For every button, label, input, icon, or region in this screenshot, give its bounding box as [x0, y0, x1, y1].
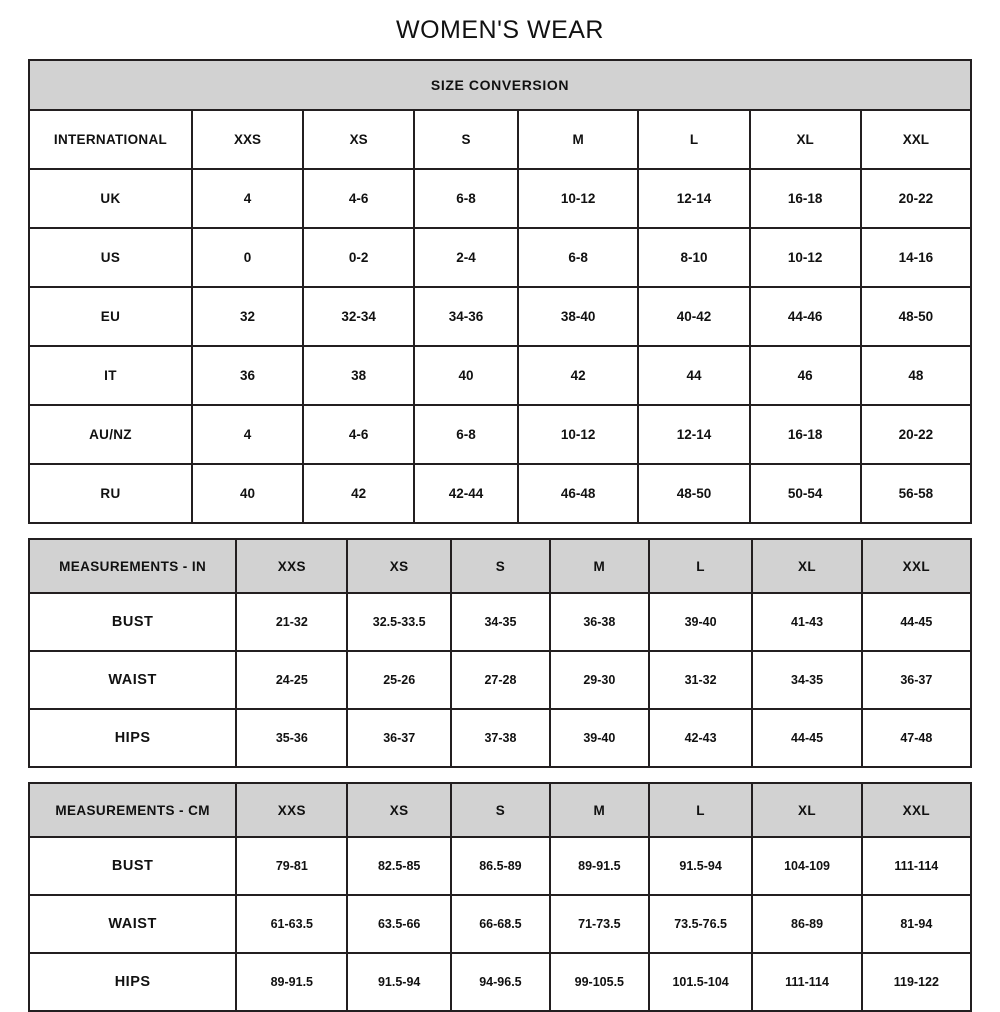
measurements-in-header-row: [29, 539, 971, 593]
cell: 71-73.5: [550, 895, 649, 953]
header-cell-international: INTERNATIONAL: [29, 110, 192, 169]
header-cell-m: M: [550, 539, 649, 593]
size-conversion-header-row: [29, 110, 971, 169]
cell: 91.5-94: [649, 837, 753, 895]
table-row: [29, 895, 971, 953]
header-cell-xxl: XXL: [862, 539, 971, 593]
cell: 32: [192, 287, 303, 346]
cell: 66-68.5: [451, 895, 550, 953]
cell: 46-48: [518, 464, 639, 523]
cell: 34-35: [752, 651, 861, 709]
table-row: [29, 464, 971, 523]
cell: 44-46: [750, 287, 861, 346]
cell: 12-14: [638, 169, 749, 228]
row-label: RU: [29, 464, 192, 523]
header-cell-l: L: [638, 110, 749, 169]
row-label: WAIST: [29, 895, 236, 953]
cell: 99-105.5: [550, 953, 649, 1011]
row-label: EU: [29, 287, 192, 346]
size-conversion-table: [28, 59, 972, 524]
cell: 6-8: [414, 405, 518, 464]
cell: 16-18: [750, 405, 861, 464]
header-cell-xs: XS: [347, 539, 451, 593]
cell: 32.5-33.5: [347, 593, 451, 651]
cell: 4-6: [303, 169, 414, 228]
cell: 89-91.5: [236, 953, 347, 1011]
header-cell-measurements-cm: MEASUREMENTS - CM: [29, 783, 236, 837]
cell: 81-94: [862, 895, 971, 953]
header-cell-m: M: [550, 783, 649, 837]
cell: 38: [303, 346, 414, 405]
header-cell-xl: XL: [752, 539, 861, 593]
cell: 34-36: [414, 287, 518, 346]
cell: 48-50: [861, 287, 971, 346]
cell: 2-4: [414, 228, 518, 287]
cell: 89-91.5: [550, 837, 649, 895]
cell: 6-8: [518, 228, 639, 287]
cell: 36: [192, 346, 303, 405]
cell: 50-54: [750, 464, 861, 523]
cell: 56-58: [861, 464, 971, 523]
cell: 44-45: [752, 709, 861, 767]
cell: 10-12: [750, 228, 861, 287]
header-cell-s: S: [451, 539, 550, 593]
cell: 36-37: [862, 651, 971, 709]
cell: 42: [518, 346, 639, 405]
table-row: [29, 953, 971, 1011]
row-label: BUST: [29, 837, 236, 895]
cell: 86-89: [752, 895, 861, 953]
row-label: IT: [29, 346, 192, 405]
table-row: [29, 287, 971, 346]
header-cell-xxl: XXL: [861, 110, 971, 169]
cell: 44: [638, 346, 749, 405]
size-conversion-banner: SIZE CONVERSION: [29, 60, 971, 110]
cell: 12-14: [638, 405, 749, 464]
cell: 47-48: [862, 709, 971, 767]
cell: 37-38: [451, 709, 550, 767]
cell: 20-22: [861, 405, 971, 464]
cell: 20-22: [861, 169, 971, 228]
table-row: [29, 837, 971, 895]
cell: 25-26: [347, 651, 451, 709]
measurements-cm-table: [28, 782, 972, 1012]
cell: 119-122: [862, 953, 971, 1011]
cell: 35-36: [236, 709, 347, 767]
cell: 104-109: [752, 837, 861, 895]
cell: 8-10: [638, 228, 749, 287]
row-label: AU/NZ: [29, 405, 192, 464]
cell: 24-25: [236, 651, 347, 709]
cell: 111-114: [752, 953, 861, 1011]
table-row: [29, 709, 971, 767]
header-cell-m: M: [518, 110, 639, 169]
header-cell-s: S: [414, 110, 518, 169]
header-cell-s: S: [451, 783, 550, 837]
cell: 29-30: [550, 651, 649, 709]
cell: 48: [861, 346, 971, 405]
table-row: [29, 405, 971, 464]
page-title: WOMEN'S WEAR: [396, 16, 604, 44]
header-cell-xs: XS: [303, 110, 414, 169]
cell: 42-44: [414, 464, 518, 523]
cell: 0-2: [303, 228, 414, 287]
cell: 79-81: [236, 837, 347, 895]
cell: 38-40: [518, 287, 639, 346]
cell: 31-32: [649, 651, 753, 709]
cell: 91.5-94: [347, 953, 451, 1011]
measurements-in-table: [28, 538, 972, 768]
cell: 4-6: [303, 405, 414, 464]
table-row: [29, 651, 971, 709]
cell: 42: [303, 464, 414, 523]
cell: 34-35: [451, 593, 550, 651]
cell: 101.5-104: [649, 953, 753, 1011]
row-label: UK: [29, 169, 192, 228]
cell: 39-40: [649, 593, 753, 651]
header-cell-xl: XL: [750, 110, 861, 169]
cell: 44-45: [862, 593, 971, 651]
row-label: HIPS: [29, 953, 236, 1011]
row-label: US: [29, 228, 192, 287]
cell: 21-32: [236, 593, 347, 651]
cell: 42-43: [649, 709, 753, 767]
cell: 10-12: [518, 169, 639, 228]
header-cell-xl: XL: [752, 783, 861, 837]
cell: 40: [192, 464, 303, 523]
cell: 0: [192, 228, 303, 287]
cell: 48-50: [638, 464, 749, 523]
header-cell-xxs: XXS: [192, 110, 303, 169]
header-cell-xxs: XXS: [236, 539, 347, 593]
cell: 46: [750, 346, 861, 405]
row-label: HIPS: [29, 709, 236, 767]
cell: 73.5-76.5: [649, 895, 753, 953]
row-label: WAIST: [29, 651, 236, 709]
cell: 39-40: [550, 709, 649, 767]
cell: 94-96.5: [451, 953, 550, 1011]
cell: 32-34: [303, 287, 414, 346]
cell: 36-38: [550, 593, 649, 651]
header-cell-xxl: XXL: [862, 783, 971, 837]
table-row: [29, 228, 971, 287]
cell: 82.5-85: [347, 837, 451, 895]
header-cell-xxs: XXS: [236, 783, 347, 837]
row-label: BUST: [29, 593, 236, 651]
header-cell-xs: XS: [347, 783, 451, 837]
cell: 86.5-89: [451, 837, 550, 895]
cell: 40: [414, 346, 518, 405]
cell: 111-114: [862, 837, 971, 895]
cell: 36-37: [347, 709, 451, 767]
cell: 6-8: [414, 169, 518, 228]
cell: 10-12: [518, 405, 639, 464]
header-cell-measurements-in: MEASUREMENTS - IN: [29, 539, 236, 593]
table-row: [29, 593, 971, 651]
cell: 4: [192, 405, 303, 464]
cell: 41-43: [752, 593, 861, 651]
size-conversion-banner-row: [29, 60, 971, 110]
cell: 14-16: [861, 228, 971, 287]
measurements-cm-header-row: [29, 783, 971, 837]
cell: 40-42: [638, 287, 749, 346]
cell: 61-63.5: [236, 895, 347, 953]
header-cell-l: L: [649, 783, 753, 837]
cell: 4: [192, 169, 303, 228]
cell: 27-28: [451, 651, 550, 709]
table-row: [29, 346, 971, 405]
table-row: [29, 169, 971, 228]
cell: 63.5-66: [347, 895, 451, 953]
header-cell-l: L: [649, 539, 753, 593]
cell: 16-18: [750, 169, 861, 228]
